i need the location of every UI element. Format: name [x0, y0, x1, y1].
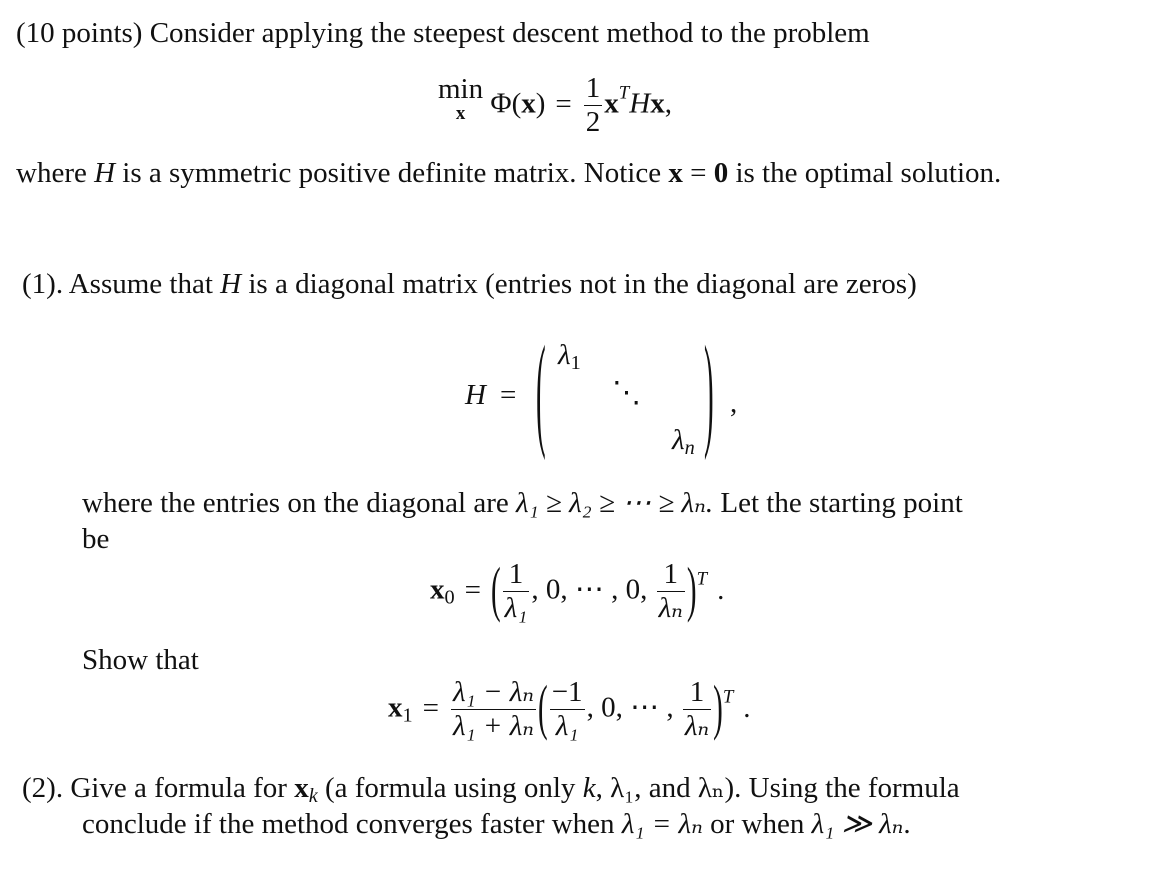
be-word: be [82, 523, 110, 555]
left-paren: ( [536, 323, 546, 465]
objective-formula: min x Φ(x) = $\frac{1}{2}$ $x^THx$, [438, 72, 672, 139]
diagonal-dots: ⋱ [612, 377, 641, 409]
show-that: Show that [82, 644, 199, 676]
x1-formula: $x_1$ = $\frac{\text{λ₁ − λₙ}}{\text{λ₁ + λₙ}}$ ( $\frac{-1}{\text{λ₁}}$ , 0, ⋯ , $\frac{1}{\text{λₙ}}$ )$^T$ . [388, 675, 751, 743]
intro-line [16, 16, 870, 51]
intro-text: Consider applying the steepest descent method to the problem [149, 17, 870, 49]
lambdan-entry: $\lambda_n$ [672, 424, 695, 460]
part2-line2: conclude if the method converges faster when λ₁ = λₙ or when λ₁ ≫ λₙ. [82, 808, 911, 840]
right-paren: ) [704, 323, 714, 465]
half-fraction: $\frac{1}{2}$ [585, 72, 601, 139]
part1-heading: (1). Assume that H is a diagonal matrix (entries not in the diagonal are zeros) [22, 268, 917, 300]
phi-symbol: Φ [490, 87, 512, 120]
min-operator: min x [438, 73, 484, 124]
points-label: (10 points) [16, 17, 143, 49]
part1-label: (1). [22, 268, 64, 300]
part2-line1: (2). Give a formula for $x_k$ (a formula using only k, λ₁, and λₙ). Using the formula [22, 772, 960, 808]
where-line: where H is a symmetric positive definite matrix. Notice x = 0 is the optimal solution. [16, 157, 1002, 189]
diag-entries-line: where the entries on the diagonal are λ₁ ≥ λ₂ ≥ ⋯ ≥ λₙ. Let the starting point [82, 487, 963, 519]
part2-label: (2). [22, 772, 64, 804]
lambda1-entry: $\lambda_1$ [558, 339, 581, 375]
x0-formula: $x_0$ = ( $\frac{1}{\text{λ₁}}$ , 0, ⋯ , 0, $\frac{1}{\text{λₙ}}$ )$^T$ . [430, 557, 725, 625]
